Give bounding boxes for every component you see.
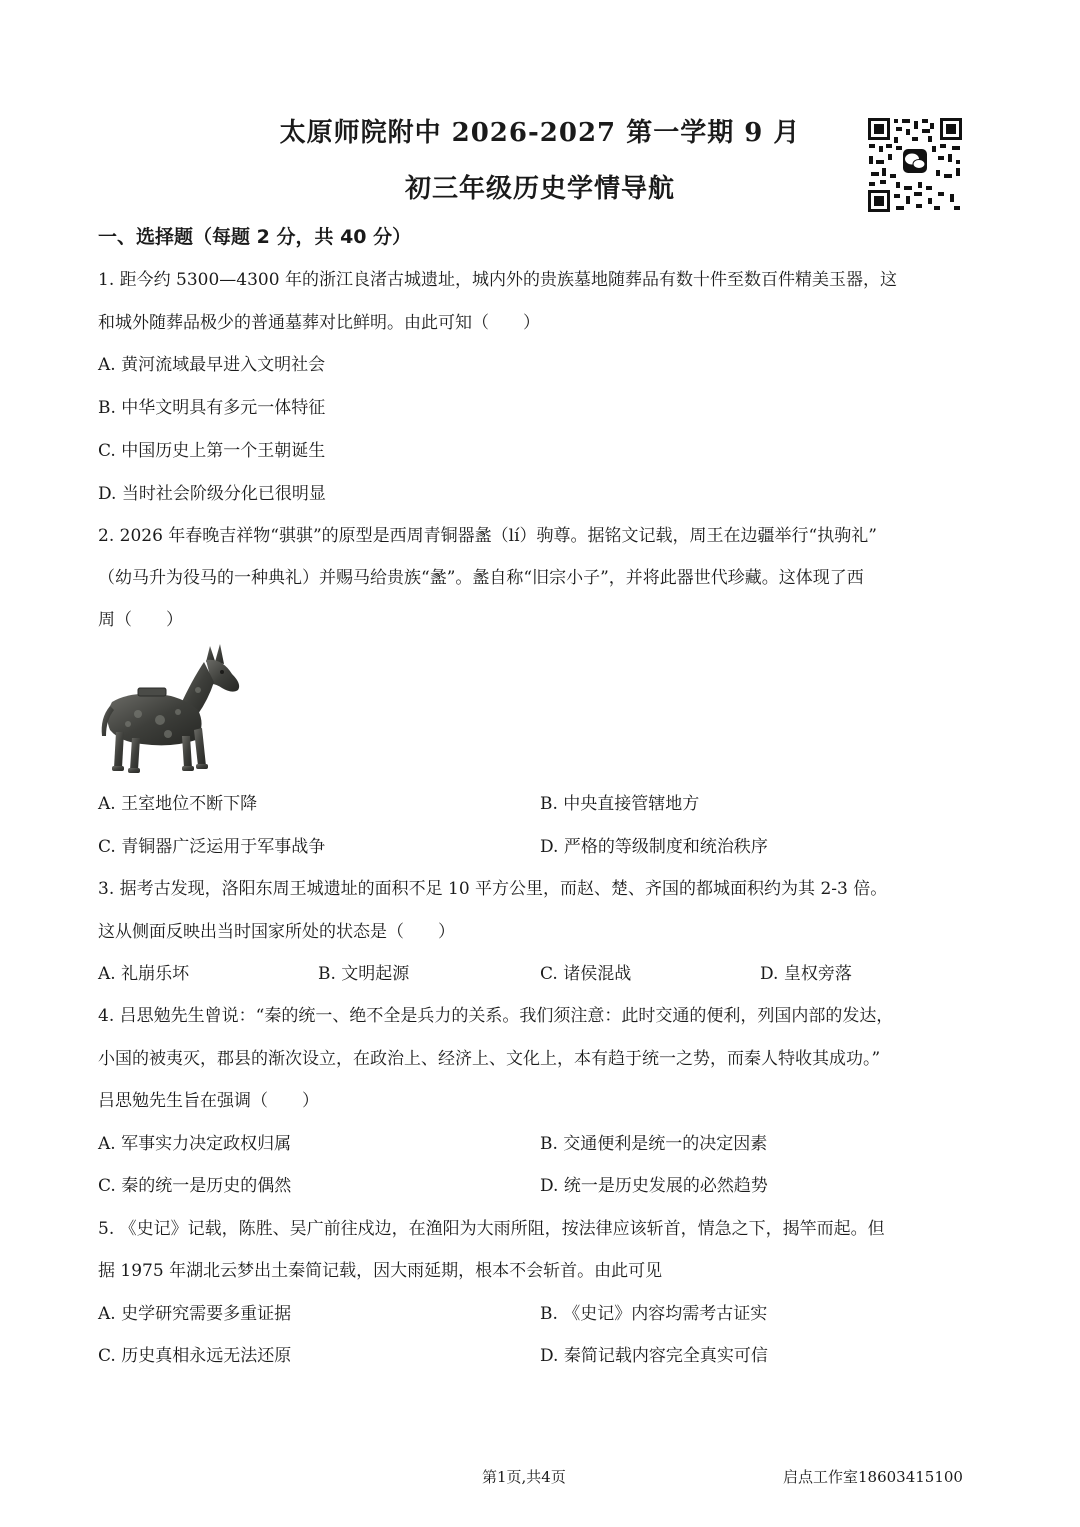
exam-title-line1: 太原师院附中 2026-2027 第一学期 9 月 [279, 118, 801, 148]
bronze-horse-image [98, 640, 246, 775]
question-5-option-c: C. 历史真相永远无法还原 [98, 1346, 292, 1366]
question-1-line-2: 和城外随葬品极少的普通墓葬对比鲜明。由此可知（ ） [98, 313, 540, 333]
question-3-line-2: 这从侧面反映出当时国家所处的状态是（ ） [98, 922, 455, 942]
question-3-option-d: D. 皇权旁落 [760, 964, 852, 984]
question-1-option-a: A. 黄河流域最早进入文明社会 [98, 355, 326, 375]
question-5-option-d: D. 秦简记载内容完全真实可信 [540, 1346, 768, 1366]
question-1-line-1: 1. 距今约 5300—4300 年的浙江良渚古城遗址，城内外的贵族墓地随葬品有数十件至数百件精美玉器，这 [98, 270, 897, 290]
qr-code-icon [866, 116, 964, 214]
question-1-option-c: C. 中国历史上第一个王朝诞生 [98, 441, 326, 461]
question-5-line-2: 据 1975 年湖北云梦出土秦简记载，因大雨延期，根本不会斩首。由此可见 [98, 1261, 663, 1281]
question-2-option-c: C. 青铜器广泛运用于军事战争 [98, 837, 326, 857]
question-4-option-b: B. 交通便利是统一的决定因素 [540, 1134, 768, 1154]
question-1-option-b: B. 中华文明具有多元一体特征 [98, 398, 326, 418]
question-4-option-a: A. 军事实力决定政权归属 [98, 1134, 292, 1154]
question-3-option-a: A. 礼崩乐坏 [98, 964, 190, 984]
question-1-option-d: D. 当时社会阶级分化已很明显 [98, 484, 326, 504]
exam-title-line2: 初三年级历史学情导航 [404, 174, 675, 204]
question-2-line-2: （幼马升为役马的一种典礼）并赐马给贵族“盠”。盠自称“旧宗小子”，并将此器世代珍藏。这体现了西 [98, 568, 864, 588]
question-2-option-a: A. 王室地位不断下降 [98, 794, 258, 814]
question-2-line-1: 2. 2026 年春晚吉祥物“骐骐”的原型是西周青铜器盠（lí）驹尊。据铭文记载，周王在边疆举行“执驹礼” [98, 526, 877, 546]
question-3-option-c: C. 诸侯混战 [540, 964, 632, 984]
question-4-line-2: 小国的被夷灭，郡县的渐次设立，在政治上、经济上、文化上，本有趋于统一之势，而秦人特收其成功。” [98, 1049, 881, 1069]
section-heading: 一、选择题（每题 2 分，共 40 分） [98, 226, 412, 248]
question-3-line-1: 3. 据考古发现，洛阳东周王城遗址的面积不足 10 平方公里，而赵、楚、齐国的都城面积约为其 2-3 倍。 [98, 879, 888, 899]
question-2-option-d: D. 严格的等级制度和统治秩序 [540, 837, 768, 857]
question-2-line-3: 周（ ） [98, 610, 183, 630]
question-5-option-b: B. 《史记》内容均需考古证实 [540, 1304, 768, 1324]
question-4-line-3: 吕思勉先生旨在强调（ ） [98, 1091, 319, 1111]
question-4-line-1: 4. 吕思勉先生曾说：“秦的统一、绝不全是兵力的关系。我们须注意：此时交通的便利，列国内部的发达， [98, 1006, 894, 1026]
studio-credit: 启点工作室18603415100 [783, 1468, 963, 1486]
question-2-option-b: B. 中央直接管辖地方 [540, 794, 700, 814]
page-number: 第1页,共4页 [482, 1468, 566, 1486]
question-3-option-b: B. 文明起源 [318, 964, 410, 984]
question-5-line-1: 5. 《史记》记载，陈胜、吴广前往戍边，在渔阳为大雨所阻，按法律应该斩首，情急之下，揭竿而起。但 [98, 1219, 885, 1239]
question-4-option-d: D. 统一是历史发展的必然趋势 [540, 1176, 768, 1196]
question-4-option-c: C. 秦的统一是历史的偶然 [98, 1176, 292, 1196]
question-5-option-a: A. 史学研究需要多重证据 [98, 1304, 292, 1324]
